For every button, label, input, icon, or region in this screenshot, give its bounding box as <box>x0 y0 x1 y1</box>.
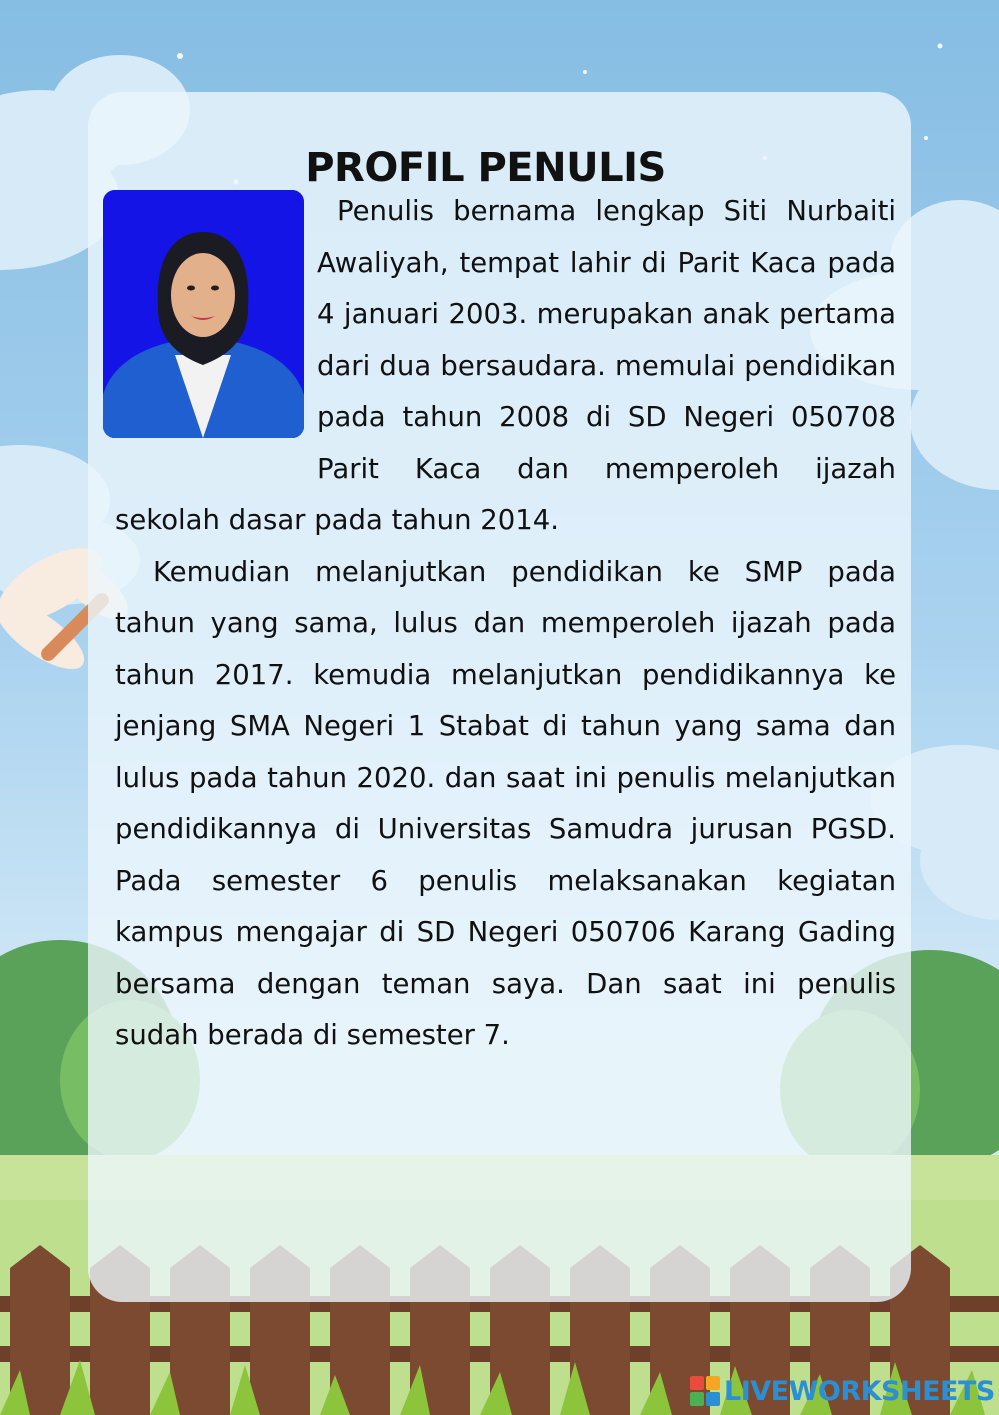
profile-text <box>115 186 896 1062</box>
watermark-text: LIVEWORKSHEETS <box>724 1375 995 1407</box>
paragraph-1: Penulis bernama lengkap Siti Nurbaiti Awaliyah, tempat lahir di Parit Kaca pada 4 januari 2003. merupakan anak pertama dari dua bersaudara. memulai pendidikan pada tahun 2008 di SD Negeri 050708 Parit Kaca dan memperoleh ijazah sekolah dasar pada tahun 2014. <box>115 195 896 536</box>
paragraph-2: Kemudian melanjutkan pendidikan ke SMP pada tahun yang sama, lulus dan memperoleh ijazah pada tahun 2017. kemudia melanjutkan pendidikannya ke jenjang SMA Negeri 1 Stabat di tahun yang sama dan lulus pada tahun 2020. dan saat ini penulis melanjutkan pendidikannya di Universitas Samudra jurusan PGSD. Pada semester 6 penulis melaksanakan kegiatan kampus mengajar di SD Negeri 050706 Karang Gading bersama dengan teman saya. Dan saat ini penulis sudah berada di semester 7. <box>115 555 896 1051</box>
photo-spacer <box>115 186 317 448</box>
page-title: PROFIL PENULIS <box>305 144 666 191</box>
liveworksheets-watermark <box>690 1374 995 1408</box>
liveworksheets-logo-icon <box>690 1376 720 1406</box>
